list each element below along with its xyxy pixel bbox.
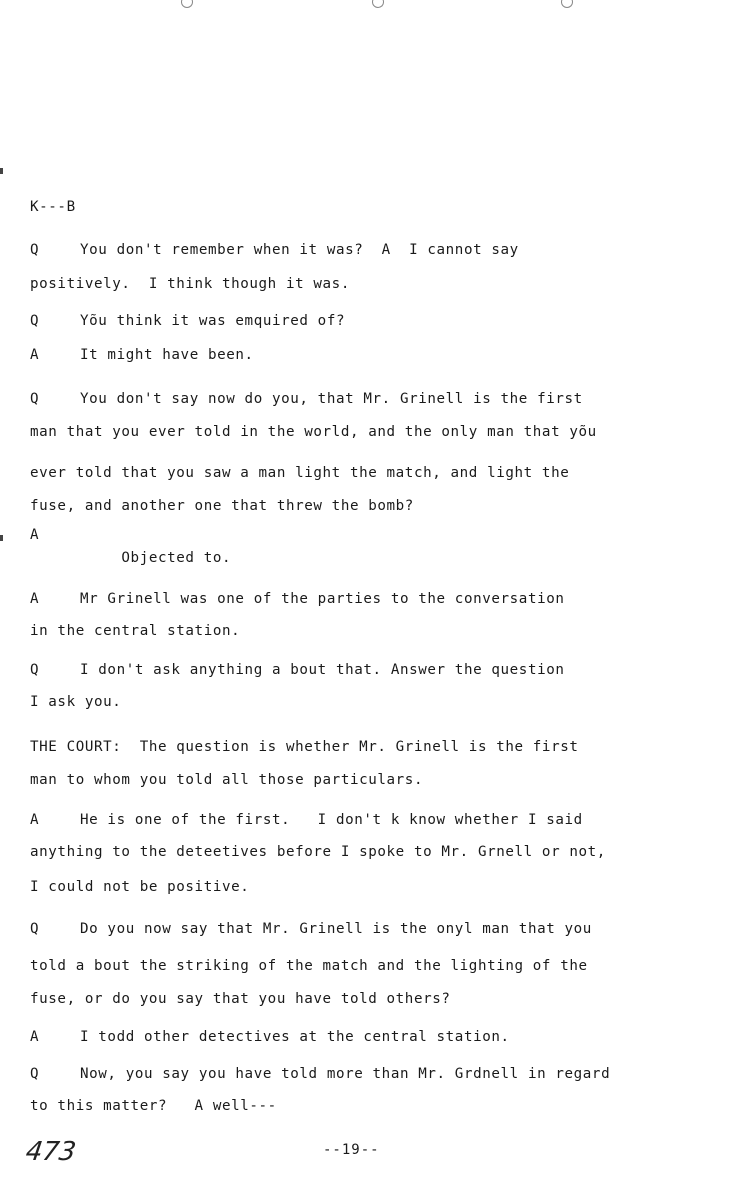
transcript-line xyxy=(30,738,579,756)
line-text: It might have been. xyxy=(80,347,254,363)
speaker-label: A xyxy=(30,812,40,828)
line-text: man to whom you told all those particulars. xyxy=(30,772,424,788)
transcript-line xyxy=(30,590,565,608)
transcript-line xyxy=(30,497,414,515)
transcript-line xyxy=(30,1028,510,1046)
transcript-line xyxy=(30,241,519,259)
page-number: --19-- xyxy=(323,1142,380,1158)
line-text: Do you now say that Mr. Grinell is the onyl man that you xyxy=(80,921,592,937)
transcript-line xyxy=(30,661,565,679)
transcript-line xyxy=(30,990,451,1008)
section-label: K---B xyxy=(30,199,76,215)
transcript-line xyxy=(30,771,423,789)
transcript-line xyxy=(30,878,249,896)
speaker-label: Q xyxy=(30,1066,40,1082)
transcript-line xyxy=(30,1097,277,1115)
line-text: You don't remember when it was? A I cannot say xyxy=(80,242,519,258)
transcript-line xyxy=(30,1065,610,1083)
edge-mark xyxy=(0,168,3,174)
transcript-line xyxy=(30,423,597,441)
line-text: Now, you say you have told more than Mr. Grdnell in regard xyxy=(80,1066,611,1082)
line-text: I don't ask anything a bout that. Answer the question xyxy=(80,662,565,678)
line-text: I could not be positive. xyxy=(30,879,250,895)
line-text: The question is whether Mr. Grinell is the first xyxy=(121,739,579,755)
line-text: in the central station. xyxy=(30,623,241,639)
transcript-line xyxy=(30,549,231,567)
line-text: ever told that you saw a man light the match, and light the xyxy=(30,465,570,481)
speaker-label: A xyxy=(30,591,40,607)
edge-mark xyxy=(0,535,3,541)
transcript-line xyxy=(30,693,121,711)
transcript-line xyxy=(30,312,345,330)
binder-hole-icon xyxy=(561,0,573,8)
line-text: You don't say now do you, that Mr. Grinell is the first xyxy=(80,391,583,407)
transcript-line xyxy=(30,464,569,482)
transcript-line xyxy=(30,843,606,861)
line-text: fuse, and another one that threw the bomb? xyxy=(30,498,414,514)
speaker-label: A xyxy=(30,1029,40,1045)
speaker-label: Q xyxy=(30,921,40,937)
transcript-line xyxy=(30,957,588,975)
binder-hole-icon xyxy=(372,0,384,8)
transcript-line xyxy=(30,346,254,364)
handwritten-page-number: 473 xyxy=(23,1137,78,1167)
transcript-line xyxy=(30,811,583,829)
speaker-label: Q xyxy=(30,313,40,329)
transcript-line xyxy=(30,622,240,640)
line-text: fuse, or do you say that you have told others? xyxy=(30,991,451,1007)
speaker-label: A xyxy=(30,527,40,543)
speaker-label: THE COURT: xyxy=(30,739,122,755)
line-text: anything to the deteetives before I spoke to Mr. Grnell or not, xyxy=(30,844,606,860)
line-text: Objected to. xyxy=(30,550,232,566)
line-text: told a bout the striking of the match and the lighting of the xyxy=(30,958,588,974)
speaker-label: A xyxy=(30,347,40,363)
line-text: man that you ever told in the world, and the only man that yõu xyxy=(30,424,597,440)
speaker-label: Q xyxy=(30,662,40,678)
line-text: He is one of the first. I don't k know whether I said xyxy=(80,812,583,828)
speaker-label: Q xyxy=(30,391,40,407)
line-text: I todd other detectives at the central station. xyxy=(80,1029,510,1045)
transcript-line xyxy=(30,390,583,408)
transcript-line xyxy=(30,275,350,293)
line-text: I ask you. xyxy=(30,694,122,710)
speaker-label: Q xyxy=(30,242,40,258)
line-text: to this matter? A well--- xyxy=(30,1098,277,1114)
transcript-line xyxy=(30,920,592,938)
transcript-line xyxy=(30,526,80,544)
binder-hole-icon xyxy=(181,0,193,8)
line-text: Yõu think it was emquired of? xyxy=(80,313,346,329)
line-text: Mr Grinell was one of the parties to the conversation xyxy=(80,591,565,607)
line-text: positively. I think though it was. xyxy=(30,276,350,292)
